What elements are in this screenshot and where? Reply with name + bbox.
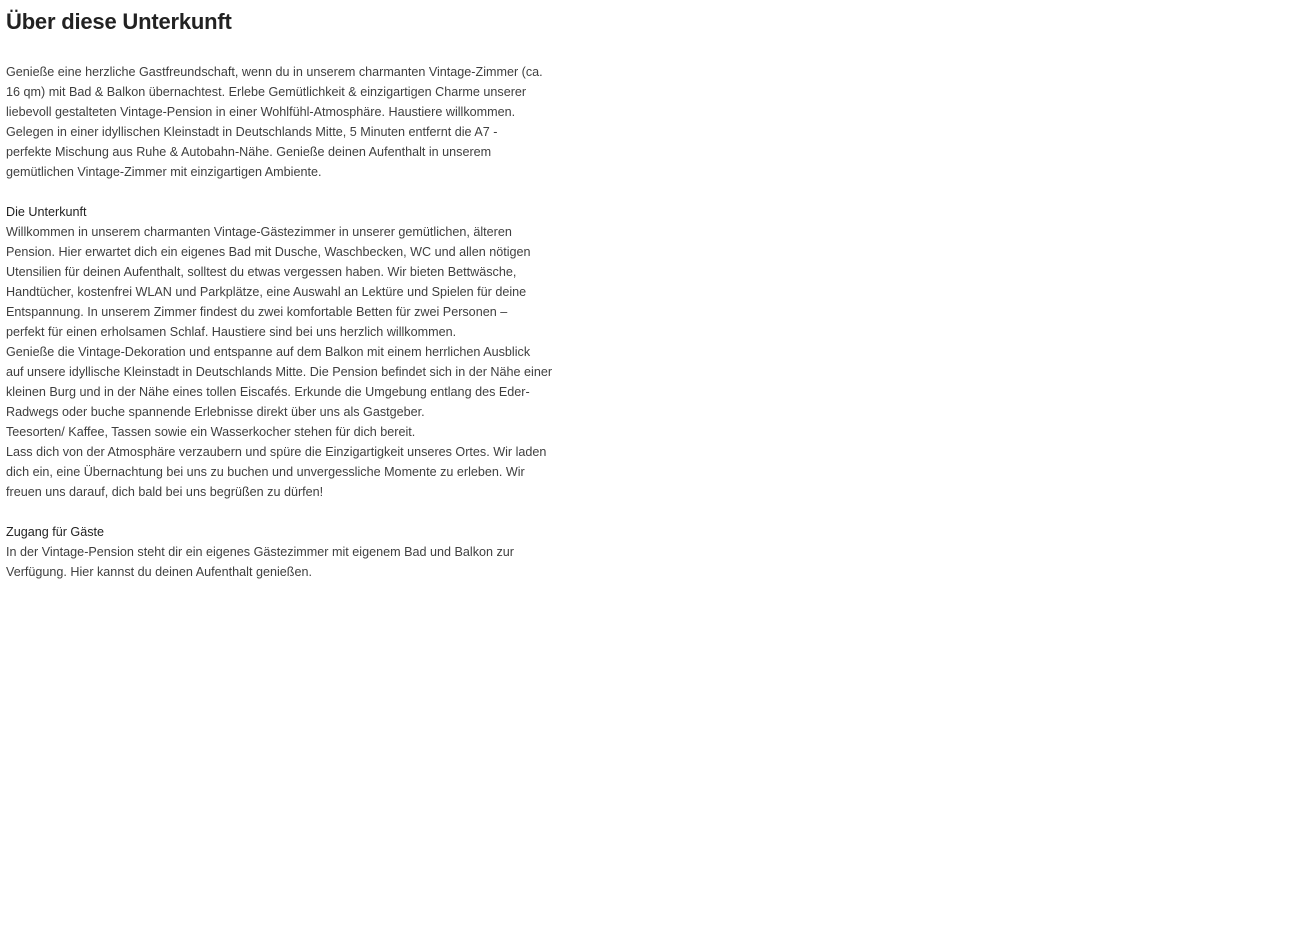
section-line: Entspannung. In unserem Zimmer findest du zwei komfortable Betten für zwei Personen – bbox=[6, 305, 508, 319]
section-heading: Die Unterkunft bbox=[6, 205, 87, 219]
section-line: dich ein, eine Übernachtung bei uns zu buchen und unvergessliche Momente zu erleben. Wir bbox=[6, 465, 525, 479]
section-line: Genieße die Vintage-Dekoration und entspanne auf dem Balkon mit einem herrlichen Ausblick bbox=[6, 345, 531, 359]
section-heading: Zugang für Gäste bbox=[6, 525, 105, 539]
section-line: Verfügung. Hier kannst du deinen Aufenthalt genießen. bbox=[6, 565, 312, 579]
section-line: Willkommen in unserem charmanten Vintage-Gästezimmer in unserer gemütlichen, älteren bbox=[6, 225, 512, 239]
intro-line: perfekte Mischung aus Ruhe & Autobahn-Nähe. Genieße deinen Aufenthalt in unserem bbox=[6, 145, 492, 159]
listing-description bbox=[6, 8, 601, 582]
section-line: perfekt für einen erholsamen Schlaf. Haustiere sind bei uns herzlich willkommen. bbox=[6, 325, 457, 339]
section-line: Utensilien für deinen Aufenthalt, solltest du etwas vergessen haben. Wir bieten Bettwäsche, bbox=[6, 265, 517, 279]
section-die-unterkunft bbox=[6, 202, 601, 502]
section-line: freuen uns darauf, dich bald bei uns begrüßen zu dürfen! bbox=[6, 485, 324, 499]
section-line: Radwegs oder buche spannende Erlebnisse direkt über uns als Gastgeber. bbox=[6, 405, 425, 419]
page-title: Über diese Unterkunft bbox=[6, 9, 232, 34]
section-line: auf unsere idyllische Kleinstadt in Deutschlands Mitte. Die Pension befindet sich in der Nähe einer bbox=[6, 365, 553, 379]
intro-line: liebevoll gestalteten Vintage-Pension in einer Wohlfühl-Atmosphäre. Haustiere willkommen. bbox=[6, 105, 516, 119]
section-line: Pension. Hier erwartet dich ein eigenes Bad mit Dusche, Waschbecken, WC und allen nötigen bbox=[6, 245, 531, 259]
section-line: In der Vintage-Pension steht dir ein eigenes Gästezimmer mit eigenem Bad und Balkon zur bbox=[6, 545, 514, 559]
section-zugang-fuer-gaeste bbox=[6, 522, 601, 582]
paragraph-gap bbox=[6, 502, 601, 522]
section-line: kleinen Burg und in der Nähe eines tollen Eiscafés. Erkunde die Umgebung entlang des Eder- bbox=[6, 385, 530, 399]
section-line: Lass dich von der Atmosphäre verzaubern und spüre die Einzigartigkeit unseres Ortes. Wir laden bbox=[6, 445, 547, 459]
section-line: Teesorten/ Kaffee, Tassen sowie ein Wasserkocher stehen für dich bereit. bbox=[6, 425, 416, 439]
section-line: Handtücher, kostenfrei WLAN und Parkplätze, eine Auswahl an Lektüre und Spielen für deine bbox=[6, 285, 527, 299]
intro-paragraph bbox=[6, 62, 601, 182]
intro-line: Gelegen in einer idyllischen Kleinstadt in Deutschlands Mitte, 5 Minuten entfernt die A7 - bbox=[6, 125, 498, 139]
description-body bbox=[6, 62, 601, 582]
intro-line: gemütlichen Vintage-Zimmer mit einzigartigen Ambiente. bbox=[6, 165, 322, 179]
paragraph-gap bbox=[6, 182, 601, 202]
intro-line: Genieße eine herzliche Gastfreundschaft, wenn du in unserem charmanten Vintage-Zimmer (ca. bbox=[6, 65, 543, 79]
intro-line: 16 qm) mit Bad & Balkon übernachtest. Erlebe Gemütlichkeit & einzigartigen Charme unserer bbox=[6, 85, 527, 99]
